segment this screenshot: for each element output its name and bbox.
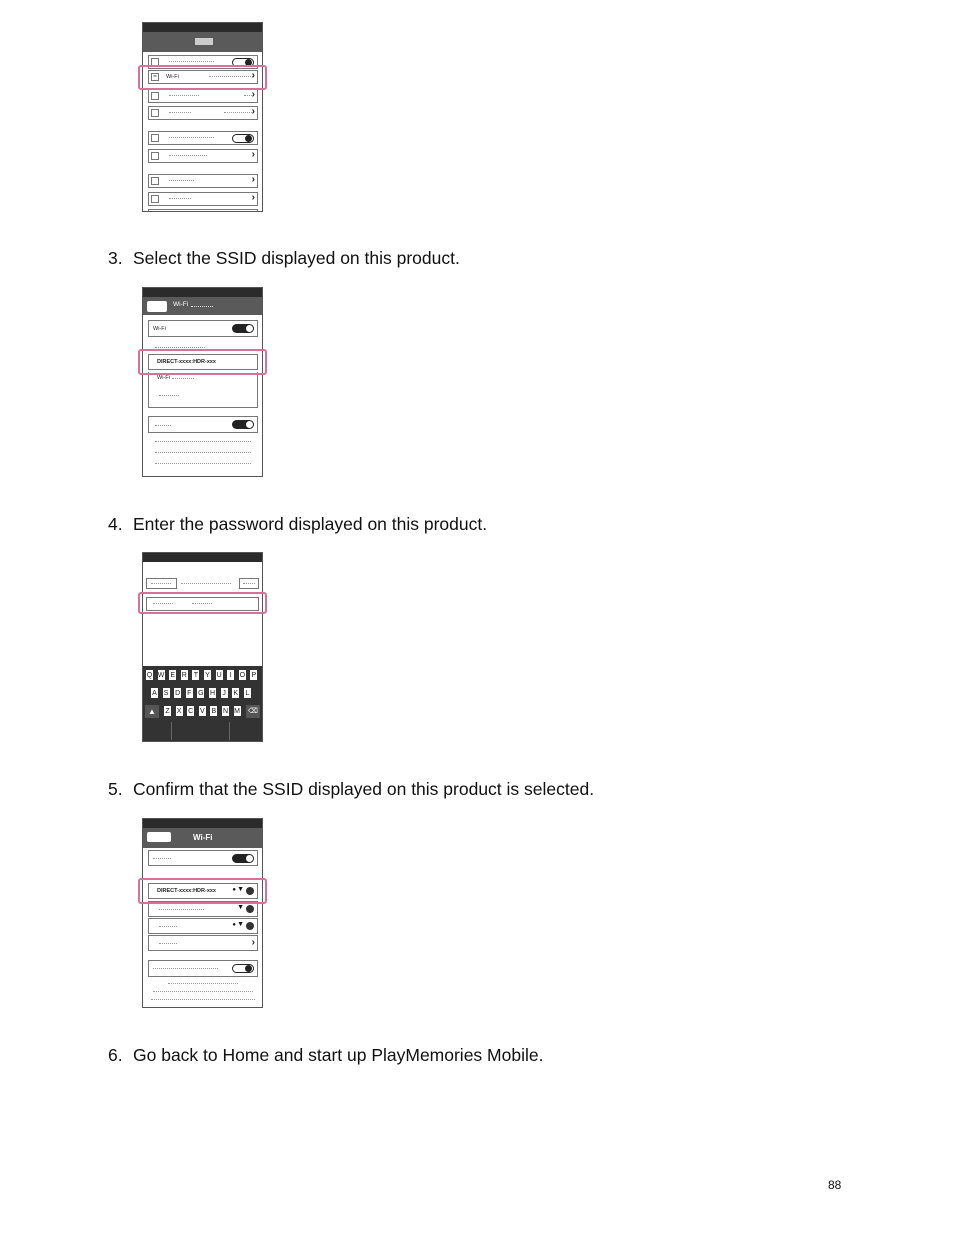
status-bar [143,553,262,562]
lock-icon: ● [232,887,236,893]
highlight-password-field [138,592,267,614]
key-d: D [173,687,182,699]
step-4 [108,514,487,534]
wifi-header [143,828,262,848]
section-label: Wi-Fi [157,375,170,381]
key-m: M [233,705,242,717]
lock-icon: ● [232,922,236,928]
settings-row [148,131,258,145]
back-button [147,832,171,842]
other-network-row [148,935,258,951]
info-icon [246,922,254,930]
step-text: Select the SSID displayed on this product. [133,248,460,268]
key-u: U [215,669,224,681]
wifi-toggle [232,324,254,333]
wifi-header-title: Wi-Fi [193,833,213,842]
settings-toggle-row [148,416,258,433]
key-j: J [220,687,229,699]
wifi-toggle-row [148,320,258,337]
ssid-name: DIRECT-xxxx:HDR-xxx [157,888,216,894]
key-i: I [226,669,235,681]
highlight-wifi-row [138,65,267,90]
key-g: G [196,687,205,699]
wifi-list-screen-illustration [142,287,263,477]
key-p: P [249,669,258,681]
step-number: 6. [108,1045,123,1065]
step-number: 4. [108,514,123,534]
key-o: O [238,669,247,681]
step-5 [108,779,594,799]
settings-row: › [148,149,258,163]
step-number: 5. [108,779,123,799]
wifi-label: Wi-Fi [166,74,179,80]
join-button [239,578,259,589]
info-icon [246,905,254,913]
settings-row: › [148,192,258,206]
highlight-connected-ssid [138,878,267,904]
key-f: F [185,687,194,699]
settings-row-wifi: ≈ Wi-Fi › [148,70,258,84]
keyboard-bottom-bar [145,722,260,740]
key-w: W [157,669,166,681]
wifi-signal-icon: ▼ [237,886,244,893]
key-h: H [208,687,217,699]
ssid-name: DIRECT-xxxx:HDR-xxx [157,359,216,365]
wifi-icon: ≈ [151,73,159,81]
wifi-header [143,297,262,315]
password-screen-illustration [142,552,263,742]
backspace-key: ⌫ [246,705,260,718]
step-6 [108,1045,543,1065]
status-bar [143,819,262,828]
key-l: L [243,687,252,699]
key-n: N [221,705,230,717]
step-number: 3. [108,248,123,268]
step-3 [108,248,460,268]
key-z: Z [163,705,172,717]
key-x: X [175,705,184,717]
key-a: A [150,687,159,699]
page-number: 88 [828,1178,842,1192]
wifi-signal-icon: ▼ [237,921,244,928]
status-bar [143,288,262,297]
key-s: S [162,687,171,699]
keyboard [143,666,262,741]
key-r: R [180,669,189,681]
key-t: T [191,669,200,681]
cancel-button [146,578,177,589]
key-c: C [186,705,195,717]
shift-key: ▲ [145,705,159,718]
back-button [147,301,167,312]
settings-row: › [148,106,258,120]
key-v: V [198,705,207,717]
settings-row [148,209,258,212]
key-e: E [168,669,177,681]
highlight-ssid-row [138,349,267,375]
wifi-signal-icon: ▼ [237,904,244,911]
step-text: Enter the password displayed on this product. [133,514,488,534]
ask-to-join-row [148,960,258,977]
key-b: B [209,705,218,717]
chevron-right-icon: › [251,937,255,948]
key-q: Q [145,669,154,681]
key-y: Y [203,669,212,681]
settings-screen-illustration [142,22,263,212]
wifi-toggle-label: Wi-Fi [153,326,166,332]
wifi-header-title: Wi-Fi [173,301,189,308]
step-text: Go back to Home and start up PlayMemories Mobile. [133,1045,544,1065]
network-row [148,918,258,934]
settings-header [143,32,262,52]
settings-row: › [148,89,258,103]
wifi-toggle-row [148,850,258,866]
step-text: Confirm that the SSID displayed on this product is selected. [133,779,595,799]
connected-screen-illustration [142,818,263,1008]
network-section [148,372,258,408]
settings-row: › [148,174,258,188]
key-k: K [231,687,240,699]
status-bar [143,23,262,32]
